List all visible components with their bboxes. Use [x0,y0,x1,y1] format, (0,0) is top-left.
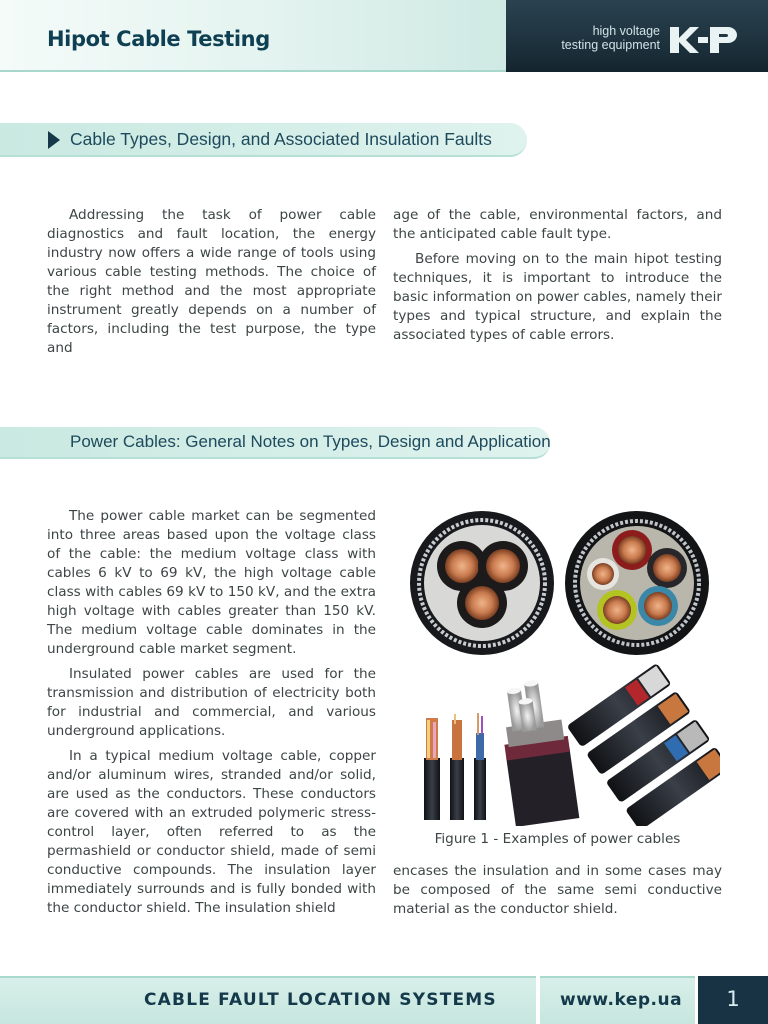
paragraph: Addressing the task of power cable diagnostics and fault location, the energy industry now offers a wide range of tools using various cable testing methods. The choice of the right method and the most appropriate instrument greatly depends on a number of factors, including the test purpose, the type and [47,207,376,356]
paragraph: Insulated power cables are used for the transmission and distribution of electricity both for industrial and commercial, and various underground applications. [47,666,376,739]
paragraph: Before moving on to the main hipot testing techniques, it is important to introduce the basic information on power cables, namely their types and typical structure, and explain the associated types of cable errors. [393,251,722,343]
brand-tagline-line2: testing equipment [561,38,660,52]
page-number: 1 [726,987,740,1011]
section-heading: Power Cables: General Notes on Types, Design and Application [70,432,551,451]
kep-logo [668,24,740,56]
text-column-left [47,206,376,364]
play-arrow-icon [48,131,60,149]
text-column-left [47,507,376,924]
power-cables-figure [400,508,720,826]
paragraph: In a typical medium voltage cable, copper and/or aluminum wires, stranded and/or solid, are used as the conductors. These conductors are covered with an extruded polymeric stress-control layer, often referred to as the permashield or conductor shield, made of semi conductive compounds. The insulation layer immediately surrounds and is fully bonded with the conductor shield. The insulation shield [47,748,376,916]
page-footer [0,976,768,1024]
paragraph: age of the cable, environmental factors, and the anticipated cable fault type. [393,207,722,242]
paragraph: The power cable market can be segmented into three areas based upon the voltage class of the cable: the medium voltage class with cables 6 kV to 69 kV, the high voltage cable class with cables 69 kV to 150 kV, and the extra high voltage with cables greater than 150 kV. The medium voltage cable dominates in the underground cable market segment. [47,508,376,657]
section-heading-banner [0,427,550,459]
cable-samples [424,663,720,826]
section-heading: Cable Types, Design, and Associated Insulation Faults [70,129,492,149]
cable-cross-section-3-core [410,511,554,655]
document-title: Hipot Cable Testing [47,27,270,51]
header-divider [0,70,506,72]
brand-tagline-line1: high voltage [592,24,660,38]
section-heading-banner [0,123,527,157]
cable-cross-section-5-core [565,511,709,655]
brand-tagline [561,24,660,52]
website-link[interactable]: www.kep.ua [560,990,683,1010]
page-header [0,0,768,72]
text-column-right [393,206,722,351]
footer-title: CABLE FAULT LOCATION SYSTEMS [144,990,497,1010]
text-column-right [393,862,722,925]
paragraph: encases the insulation and in some cases may be composed of the same semi conductive material as the conductor shield. [393,863,722,917]
figure-caption: Figure 1 - Examples of power cables [434,831,681,847]
